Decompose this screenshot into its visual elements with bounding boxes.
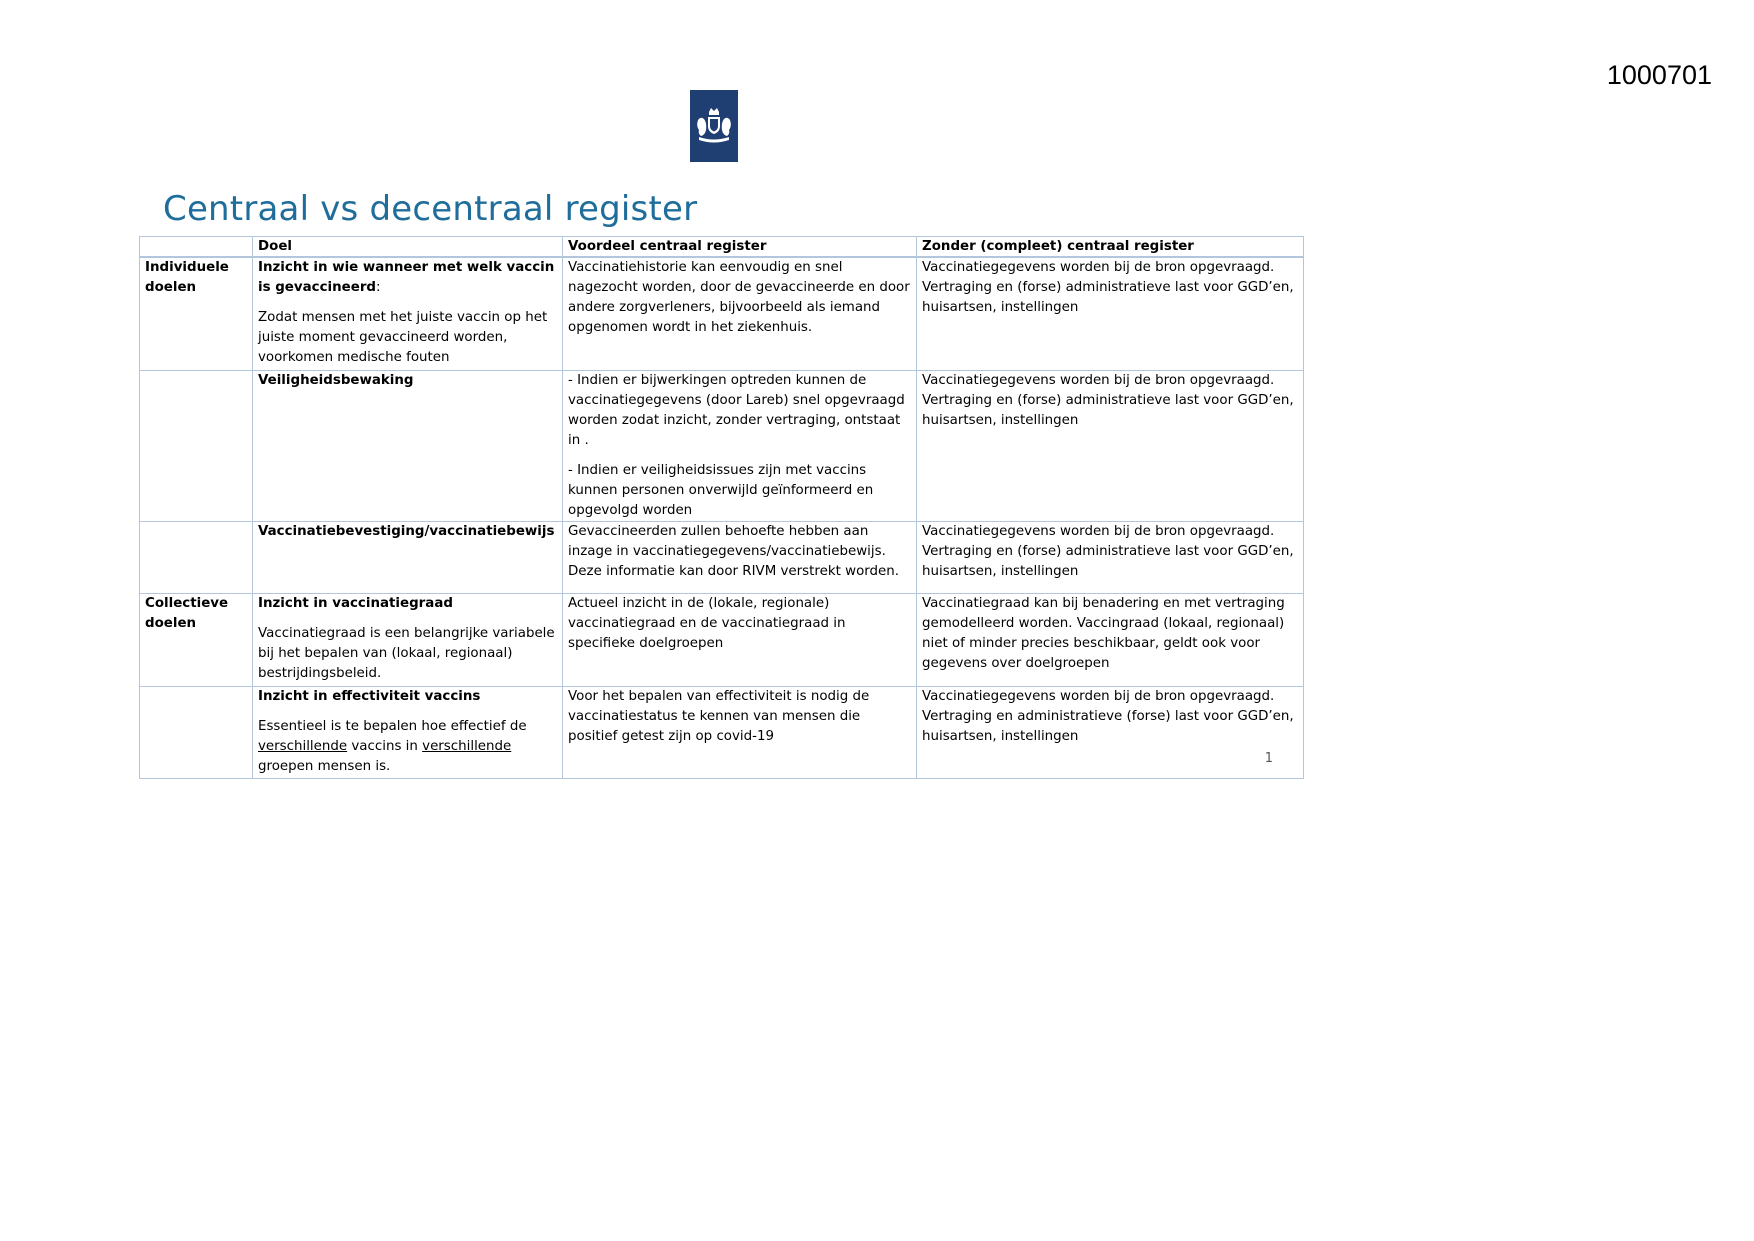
- voordeel-text: - Indien er bijwerkingen optreden kunnen de vaccinatiegegevens (door Lareb) snel opgevraagd worden zodat inzicht, zonder vertraging, ontstaat in .: [568, 372, 905, 448]
- voordeel-cell: [563, 370, 917, 521]
- zonder-text: Vaccinatiegegevens worden bij de bron opgevraagd. Vertraging en administratieve (forse) last voor GGD’en, huisartsen, instellingen: [922, 688, 1294, 744]
- voordeel-text: Vaccinatiehistorie kan eenvoudig en snel nagezocht worden, door de gevaccineerde en door andere zorgverleners, bijvoorbeeld als iemand opgenomen wordt in het ziekenhuis.: [568, 260, 910, 335]
- doel-cell: [253, 686, 563, 778]
- group-label-spacer: [140, 370, 253, 521]
- voordeel-cell: [563, 593, 917, 686]
- group-label-individueel: Individuele doelen: [140, 257, 253, 370]
- doel-text: Vaccinatiegraad is een belangrijke variabele bij het bepalen van (lokaal, regionaal) bestrijdingsbeleid.: [258, 625, 555, 681]
- table-row: [140, 593, 1304, 686]
- group-label-spacer: [140, 521, 253, 593]
- doel-cell: [253, 370, 563, 521]
- voordeel-text: Voor het bepalen van effectiviteit is nodig de vaccinatiestatus te kennen van mensen die positief getest zijn op covid-19: [568, 688, 870, 744]
- zonder-text: Vaccinatiegegevens worden bij de bron opgevraagd. Vertraging en (forse) administratieve last voor GGD’en, huisartsen, instellingen: [922, 372, 1294, 428]
- zonder-cell: [917, 521, 1304, 593]
- group-label-spacer: [140, 686, 253, 778]
- header-category: [140, 237, 253, 258]
- table-header-row: [140, 237, 1304, 258]
- doel-title: Vaccinatiebevestiging/vaccinatiebewijs: [258, 523, 555, 539]
- doel-text-part: groepen mensen is.: [258, 758, 391, 774]
- coat-of-arms-icon: [690, 90, 738, 162]
- zonder-text: Vaccinatiegegevens worden bij de bron opgevraagd. Vertraging en (forse) administratieve last voor GGD’en, huisartsen, instellingen: [922, 260, 1294, 315]
- table-row: [140, 686, 1304, 778]
- voordeel-cell: [563, 521, 917, 593]
- doel-title: Inzicht in wie wanneer met welk vaccin is gevaccineerd: [258, 260, 555, 295]
- group-label-collectief: Collectieve doelen: [140, 593, 253, 686]
- zonder-cell: [917, 593, 1304, 686]
- doel-text: [258, 717, 557, 777]
- voordeel-text: - Indien er veiligheidsissues zijn met vaccins kunnen personen onverwijld geïnformeerd en opgevolgd worden: [568, 462, 874, 518]
- doel-cell: [253, 593, 563, 686]
- table-row: [140, 521, 1304, 593]
- register-comparison-table: [139, 236, 1304, 779]
- document-id: 1000701: [1606, 60, 1712, 90]
- voordeel-text: Actueel inzicht in de (lokale, regionale) vaccinatiegraad en de vaccinatiegraad in specifieke doelgroepen: [568, 595, 846, 651]
- page-number: 1: [1264, 750, 1273, 766]
- doel-title: Veiligheidsbewaking: [258, 372, 414, 388]
- doel-text: Zodat mensen met het juiste vaccin op het juiste moment gevaccineerd worden, voorkomen medische fouten: [258, 310, 548, 365]
- doel-text-underlined: verschillende: [422, 738, 512, 754]
- zonder-cell: [917, 686, 1304, 778]
- voordeel-cell: [563, 686, 917, 778]
- coat-of-arms-logo: [690, 90, 738, 162]
- header-voordeel: Voordeel centraal register: [563, 237, 917, 258]
- doel-cell: [253, 521, 563, 593]
- header-doel: Doel: [253, 237, 563, 258]
- table-row: [140, 257, 1304, 370]
- page-title: Centraal vs decentraal register: [163, 189, 698, 229]
- zonder-cell: [917, 370, 1304, 521]
- voordeel-text: Gevaccineerden zullen behoefte hebben aan inzage in vaccinatiegegevens/vaccinatiebewijs. Deze informatie kan door RIVM verstrekt worden.: [568, 523, 900, 579]
- doel-title: Inzicht in effectiviteit vaccins: [258, 688, 481, 704]
- zonder-text: Vaccinatiegegevens worden bij de bron opgevraagd. Vertraging en (forse) administratieve last voor GGD’en, huisartsen, instellingen: [922, 523, 1294, 579]
- zonder-text: Vaccinatiegraad kan bij benadering en met vertraging gemodelleerd worden. Vaccingraad (lokaal, regionaal) niet of minder precies beschikbaar, geldt ook voor gegevens over doelgroepen: [922, 595, 1285, 671]
- doel-title-suffix: :: [376, 280, 381, 295]
- doel-text-underlined: verschillende: [258, 738, 348, 754]
- doel-cell: [253, 257, 563, 370]
- table-row: [140, 370, 1304, 521]
- voordeel-cell: [563, 257, 917, 370]
- doel-text-part: Essentieel is te bepalen hoe effectief de: [258, 718, 527, 734]
- doel-title: Inzicht in vaccinatiegraad: [258, 595, 453, 611]
- zonder-cell: [917, 257, 1304, 370]
- doel-text-part: vaccins in: [347, 738, 423, 754]
- header-zonder: Zonder (compleet) centraal register: [917, 237, 1304, 258]
